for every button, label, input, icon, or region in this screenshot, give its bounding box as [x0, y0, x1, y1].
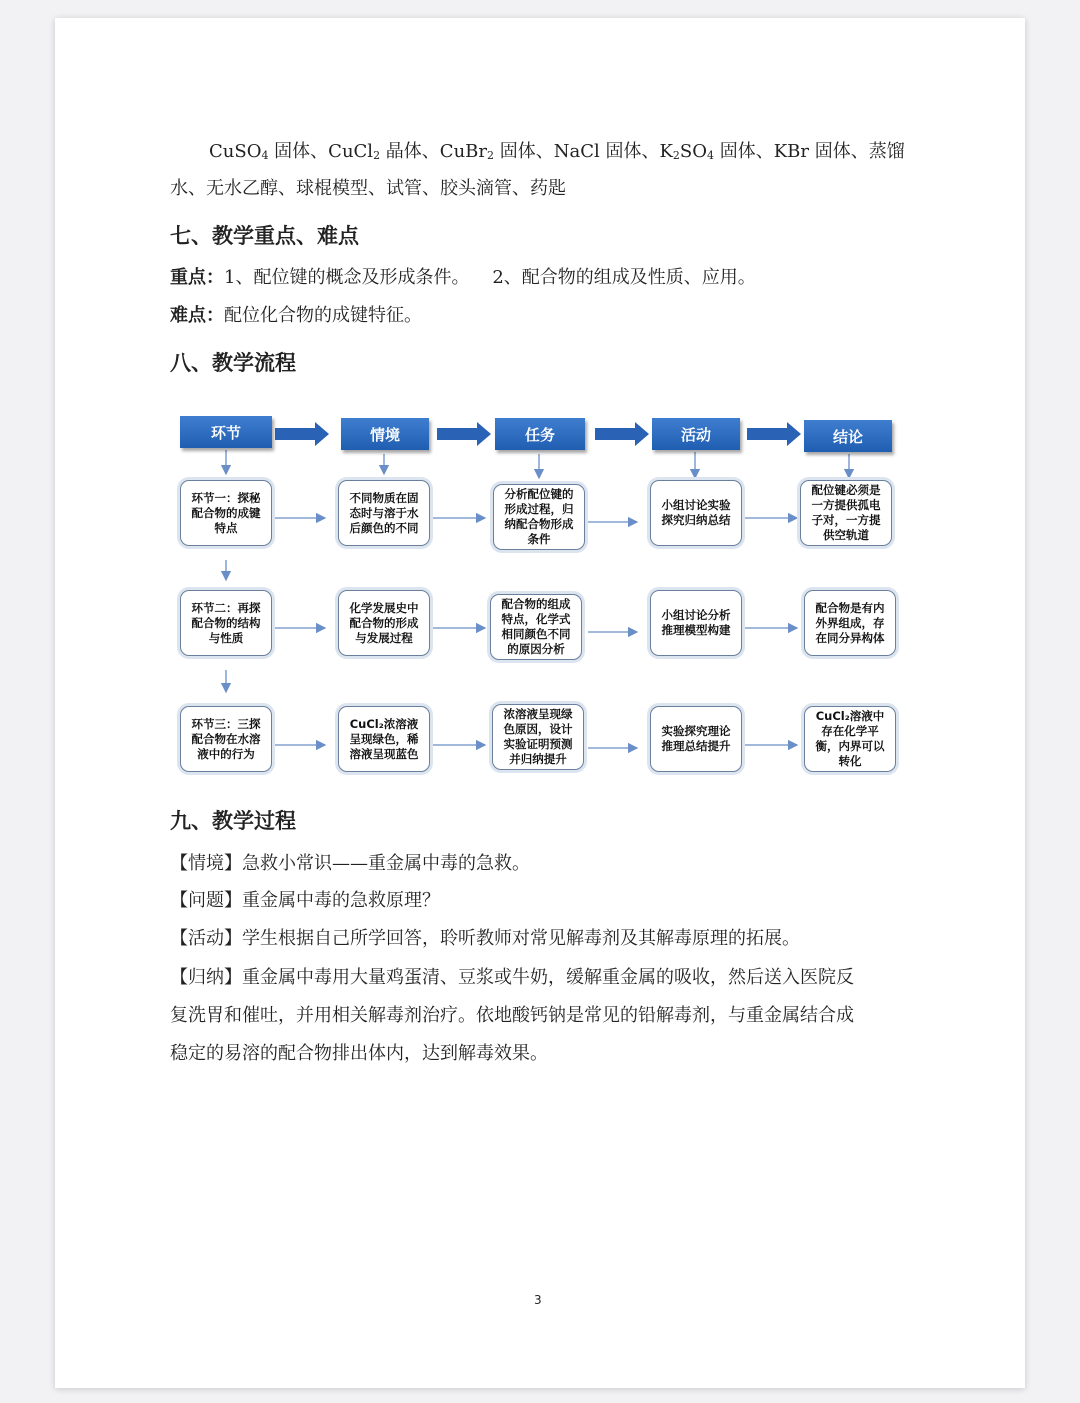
flow-box-context-2: 化学发展史中配合物的形成与发展过程: [338, 590, 430, 656]
flow-box-stage-2: 环节二：再探配合物的结构与性质: [180, 590, 272, 656]
flow-box-activity-3: 实验探究理论推理总结提升: [650, 706, 742, 772]
page-number: 3: [534, 1293, 542, 1307]
header-stage: 环节: [180, 416, 272, 448]
flow-box-task-3: 浓溶液呈现绿色原因，设计实验证明预测并归纳提升: [492, 704, 584, 770]
materials-line-1: CuSO$_4$ 固体、CuCl$_2$ 晶体、CuBr$_2$ 固体、NaCl 固体、$K_2SO_4$ 固体、KBr 固体、蒸馏: [209, 141, 905, 162]
difficult-points-line: [170, 304, 422, 328]
materials-line-2: 水、无水乙醇、球棍模型、试管、胶头滴管、药匙: [170, 178, 566, 199]
section-8-heading: 八、教学流程: [170, 351, 296, 375]
process-line-summary-2: 复洗胃和催吐，并用相关解毒剂治疗。依地酸钙钠是常见的铅解毒剂，与重金属结合成: [170, 1005, 854, 1026]
header-task: 任务: [495, 418, 585, 450]
flow-box-task-1: 分析配位键的形成过程，归纳配合物形成条件: [493, 484, 585, 550]
header-context: 情境: [341, 418, 429, 450]
flow-box-conclusion-3: CuCl₂溶液中存在化学平衡，内界可以转化: [804, 706, 896, 772]
flow-box-conclusion-2: 配合物是有内外界组成，存在同分异构体: [804, 590, 896, 656]
flow-box-stage-1: 环节一：探秘配合物的成键特点: [180, 480, 272, 546]
flow-box-context-3: CuCl₂浓溶液呈现绿色，稀溶液呈现蓝色: [338, 706, 430, 772]
flow-box-context-1: 不同物质在固态时与溶于水后颜色的不同: [338, 480, 430, 546]
process-line-summary-3: 稳定的易溶的配合物排出体内，达到解毒效果。: [170, 1043, 548, 1064]
key-points-line: [170, 266, 756, 290]
flow-box-stage-3: 环节三：三探配合物在水溶液中的行为: [180, 706, 272, 772]
difficult-points-label: 难点：: [170, 305, 224, 326]
header-activity: 活动: [652, 418, 740, 450]
section-7-heading: 七、教学重点、难点: [170, 224, 359, 248]
section-9-heading: 九、教学过程: [170, 809, 296, 833]
flow-box-activity-1: 小组讨论实验探究归纳总结: [650, 480, 742, 546]
process-line-activity: 【活动】学生根据自己所学回答，聆听教师对常见解毒剂及其解毒原理的拓展。: [170, 928, 800, 949]
process-line-summary-1: 【归纳】重金属中毒用大量鸡蛋清、豆浆或牛奶，缓解重金属的吸收，然后送入医院反: [170, 967, 854, 988]
key-points-label: 重点：: [170, 267, 224, 288]
flow-box-task-2: 配合物的组成特点，化学式相同颜色不同的原因分析: [490, 594, 582, 660]
flow-box-activity-2: 小组讨论分析推理模型构建: [650, 590, 742, 656]
difficult-points-text: 配位化合物的成键特征。: [224, 305, 422, 326]
process-line-question: 【问题】重金属中毒的急救原理？: [170, 890, 440, 911]
flow-box-conclusion-1: 配位键必须是一方提供孤电子对，一方提供空轨道: [800, 480, 892, 546]
teaching-flowchart: [175, 408, 905, 778]
key-points-text: 1、配位键的概念及形成条件。 2、配合物的组成及性质、应用。: [224, 267, 756, 288]
header-conclusion: 结论: [804, 420, 892, 452]
process-line-context: 【情境】急救小常识——重金属中毒的急救。: [170, 853, 530, 874]
